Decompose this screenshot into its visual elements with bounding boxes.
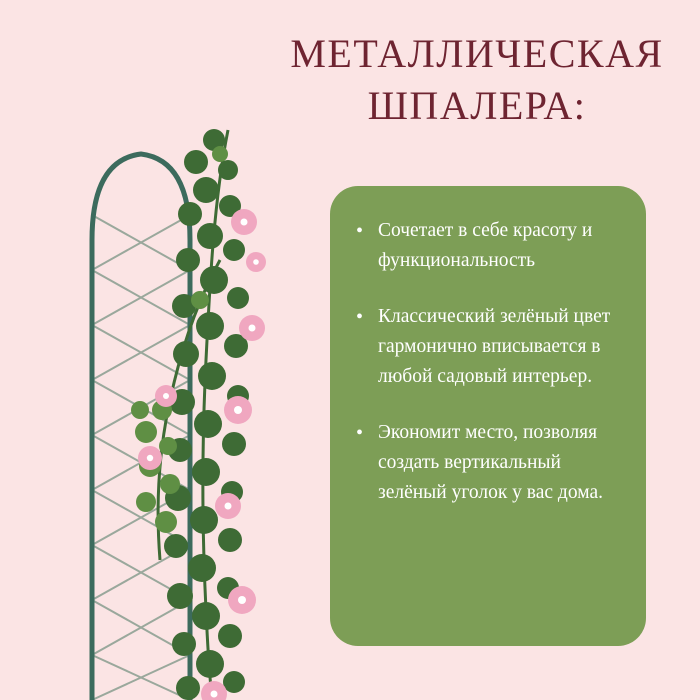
list-item-text: Классический зелёный цвет гармонично вписывается в любой садовый интерьер. xyxy=(378,306,611,387)
list-item xyxy=(356,302,620,392)
list-item xyxy=(356,418,620,508)
bullet-icon: • xyxy=(356,306,364,328)
bullet-icon: • xyxy=(356,220,364,242)
trellis-illustration xyxy=(30,120,290,700)
list-item-text: Экономит место, позволяя создать вертикальный зелёный уголок у вас дома. xyxy=(378,422,603,503)
bullet-icon: • xyxy=(356,422,364,444)
list-item xyxy=(356,216,620,276)
list-item-text: Сочетает в себе красоту и функциональность xyxy=(378,220,593,271)
features-card xyxy=(330,186,646,646)
page-title: МЕТАЛЛИЧЕСКАЯ ШПАЛЕРА: xyxy=(290,31,664,128)
features-list xyxy=(330,186,646,508)
